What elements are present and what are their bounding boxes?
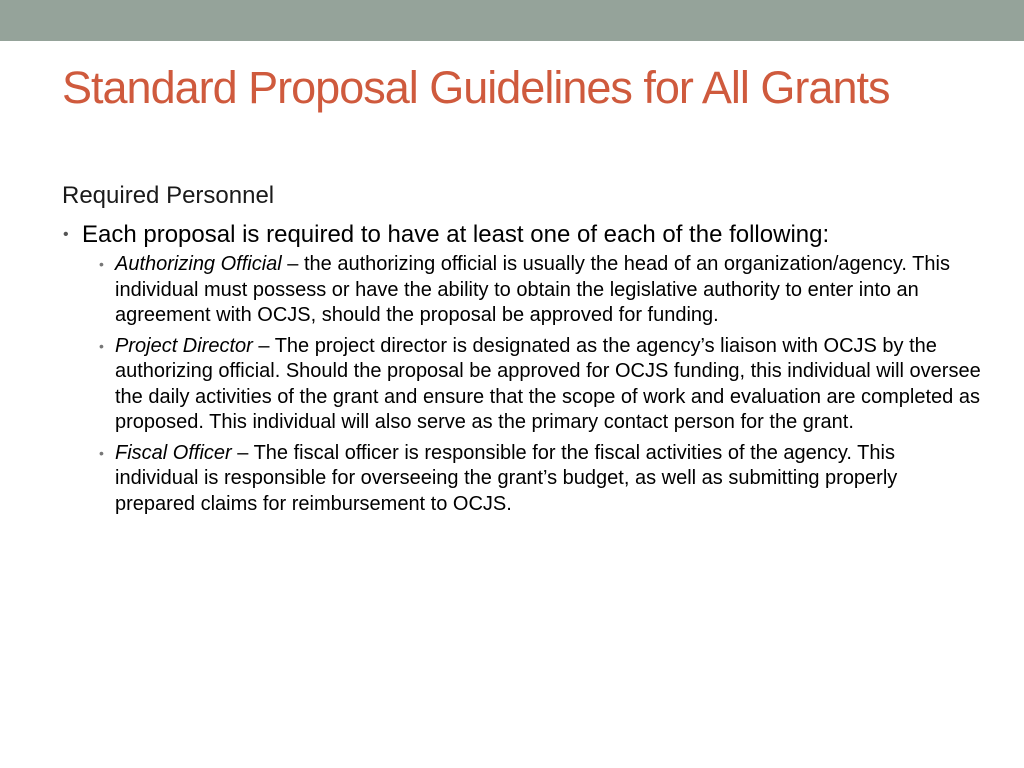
bullet-icon: • [99, 444, 104, 461]
main-point-text: Each proposal is required to have at least one of each of the following: [82, 221, 830, 248]
role-term: Project Director [115, 334, 253, 357]
role-item-project-director [82, 334, 981, 436]
role-list [82, 252, 981, 517]
role-term: Authorizing Official [115, 253, 282, 275]
role-description: – The fiscal officer is responsible for the fiscal activities of the agency. This individual is responsible for overseeing the grant’s budget, as well as submitting properly prepared claims for reimbursement to OCJS. [115, 441, 898, 515]
role-description: – The project director is designated as the agency’s liaison with OCJS by the authorizing official. Should the proposal be approved for OCJS funding, this individual will oversee the daily activities of the grant and ensure that the scope of work and evaluation are completed as proposed. This individual will also serve as the primary contact person for the grant. [115, 334, 981, 433]
bullet-icon: • [99, 337, 104, 354]
main-bullet-list [62, 221, 981, 517]
bullet-icon: • [63, 226, 69, 243]
role-item-authorizing-official [82, 252, 981, 329]
role-description: – the authorizing official is usually the head of an organization/agency. This individual must possess or have the ability to obtain the legislative authority to enter into an agreement with OCJS, should the proposal be approved for funding. [115, 253, 950, 326]
top-accent-bar [0, 0, 1024, 41]
role-term: Fiscal Officer [115, 441, 232, 464]
bullet-icon: • [99, 256, 104, 272]
slide-title: Standard Proposal Guidelines for All Grants [62, 62, 890, 113]
section-subheading: Required Personnel [62, 182, 275, 209]
main-bullet-item [62, 221, 981, 517]
slide-content [62, 179, 981, 522]
role-item-fiscal-officer [82, 441, 981, 518]
